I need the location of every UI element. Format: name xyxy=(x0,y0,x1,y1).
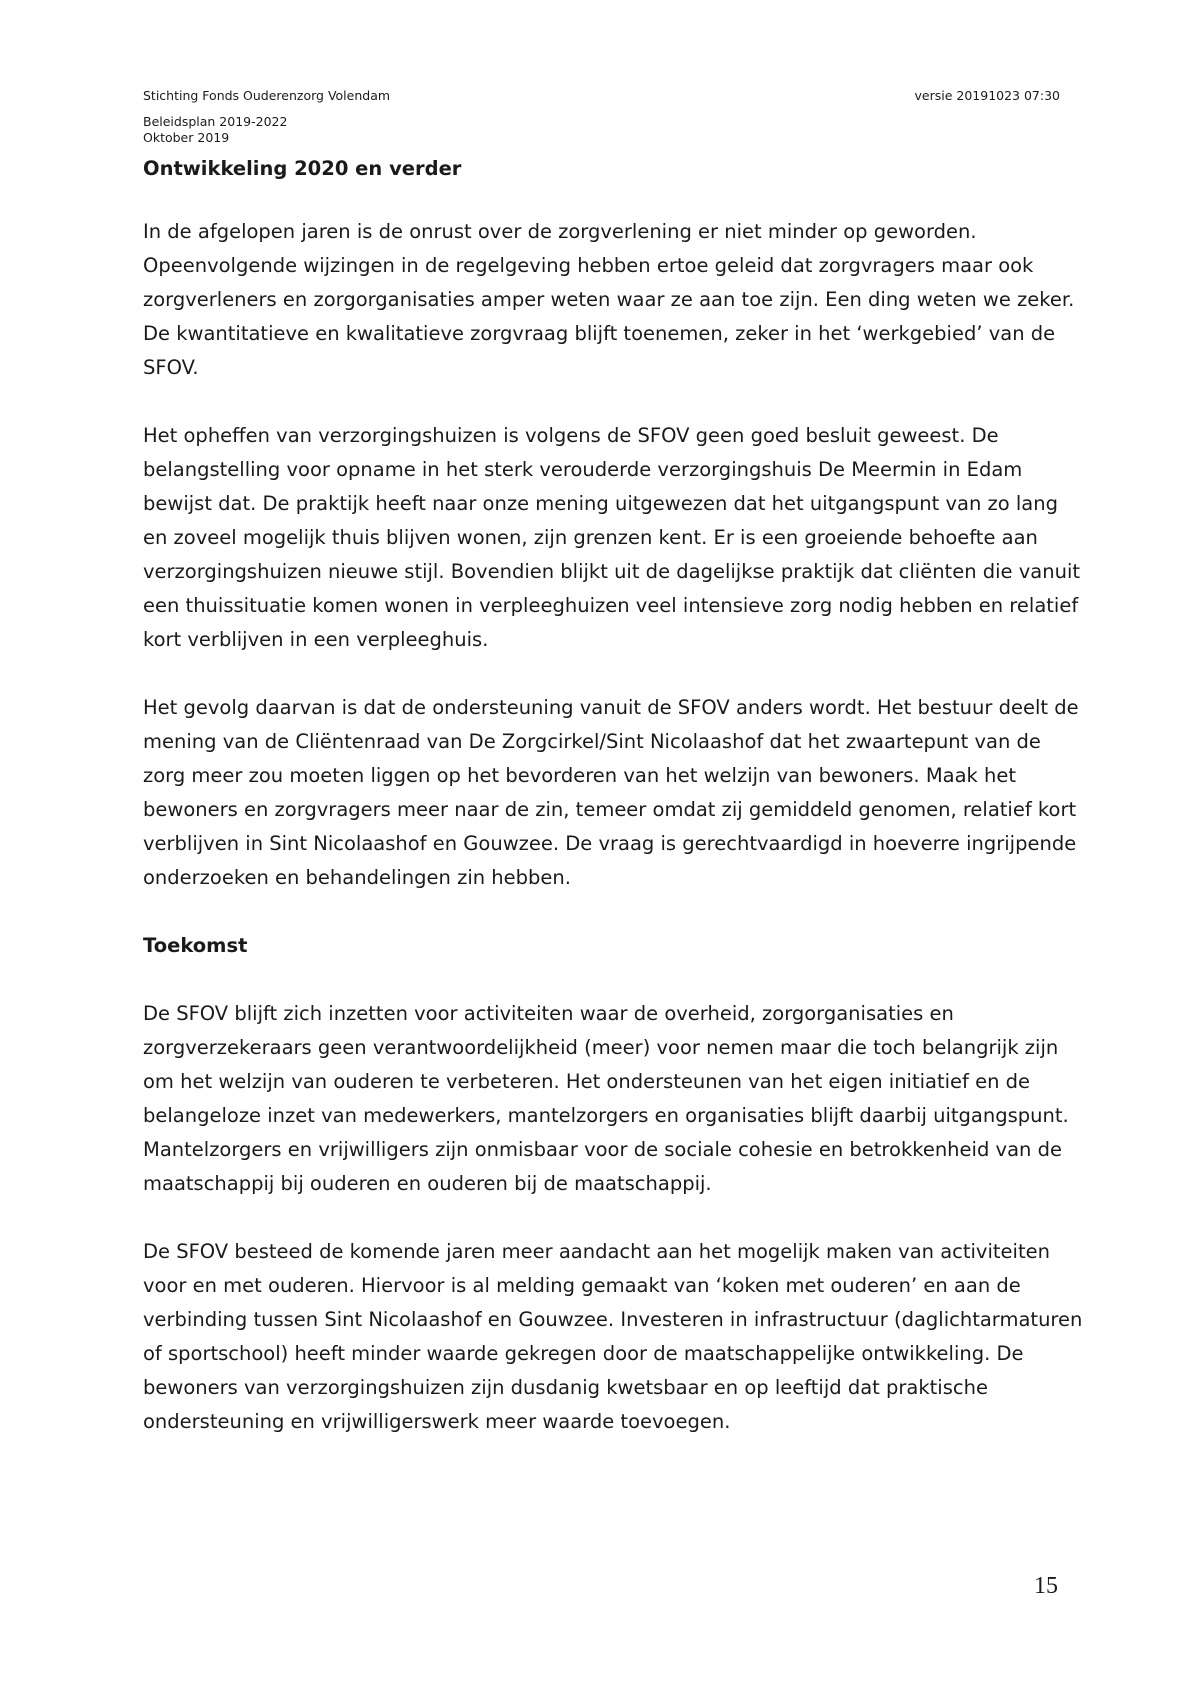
page-header-left xyxy=(143,88,390,146)
page-number: 15 xyxy=(1034,1573,1058,1599)
section-heading: Ontwikkeling 2020 en verder xyxy=(143,157,462,180)
paragraph: De SFOV besteed de komende jaren meer aandacht aan het mogelijk maken van activiteiten voor en met ouderen. Hiervoor is al melding gemaakt van ‘koken met ouderen’ en aan de verbinding tussen Sint Nicolaashof en Gouwzee. Investeren in infrastructuur (daglichtarmaturen of sportschool) heeft minder waarde gekregen door de maatschappelijke ontwikkeling. De bewoners van verzorgingshuizen zijn dusdanig kwetsbaar en op leeftijd dat praktische ondersteuning en vrijwilligerswerk meer waarde toevoegen. xyxy=(143,1240,1083,1433)
organization-name: Stichting Fonds Ouderenzorg Volendam xyxy=(143,88,391,103)
version-label: versie 20191023 07:30 xyxy=(914,88,1060,103)
document-title: Beleidsplan 2019-2022 xyxy=(143,114,288,129)
paragraph: De SFOV blijft zich inzetten voor activiteiten waar de overheid, zorgorganisaties en zorgverzekeraars geen verantwoordelijkheid (meer) voor nemen maar die toch belangrijk zijn om het welzijn van ouderen te verbeteren. Het ondersteunen van het eigen initiatief en de belangeloze inzet van medewerkers, mantelzorgers en organisaties blijft daarbij uitgangspunt. Mantelzorgers en vrijwilligers zijn onmisbaar voor de sociale cohesie en betrokkenheid van de maatschappij bij ouderen en ouderen bij de maatschappij. xyxy=(143,1002,1069,1195)
document-date: Oktober 2019 xyxy=(143,130,230,145)
body-text xyxy=(143,156,1083,1439)
paragraph: Het opheffen van verzorgingshuizen is volgens de SFOV geen goed besluit geweest. De belangstelling voor opname in het sterk verouderde verzorgingshuis De Meermin in Edam bewijst dat. De praktijk heeft naar onze mening uitgewezen dat het uitgangspunt van zo lang en zoveel mogelijk thuis blijven wonen, zijn grenzen kent. Er is een groeiende behoefte aan verzorgingshuizen nieuwe stijl. Bovendien blijkt uit de dagelijkse praktijk dat cliënten die vanuit een thuissituatie komen wonen in verpleeghuizen veel intensieve zorg nodig hebben en relatief kort verblijven in een verpleeghuis. xyxy=(143,424,1081,651)
section-heading: Toekomst xyxy=(143,934,248,957)
paragraph: Het gevolg daarvan is dat de ondersteuning vanuit de SFOV anders wordt. Het bestuur deelt de mening van de Cliëntenraad van De Zorgcirkel/Sint Nicolaashof dat het zwaartepunt van de zorg meer zou moeten liggen op het bevorderen van het welzijn van bewoners. Maak het bewoners en zorgvragers meer naar de zin, temeer omdat zij gemiddeld genomen, relatief kort verblijven in Sint Nicolaashof en Gouwzee. De vraag is gerechtvaardigd in hoeverre ingrijpende onderzoeken en behandelingen zin hebben. xyxy=(143,696,1079,889)
paragraph: In de afgelopen jaren is de onrust over de zorgverlening er niet minder op geworden. Opeenvolgende wijzingen in de regelgeving hebben ertoe geleid dat zorgvragers maar ook zorgverleners en zorgorganisaties amper weten waar ze aan toe zijn. Een ding weten we zeker. De kwantitatieve en kwalitatieve zorgvraag blijft toenemen, zeker in het ‘werkgebied’ van de SFOV. xyxy=(143,220,1075,379)
